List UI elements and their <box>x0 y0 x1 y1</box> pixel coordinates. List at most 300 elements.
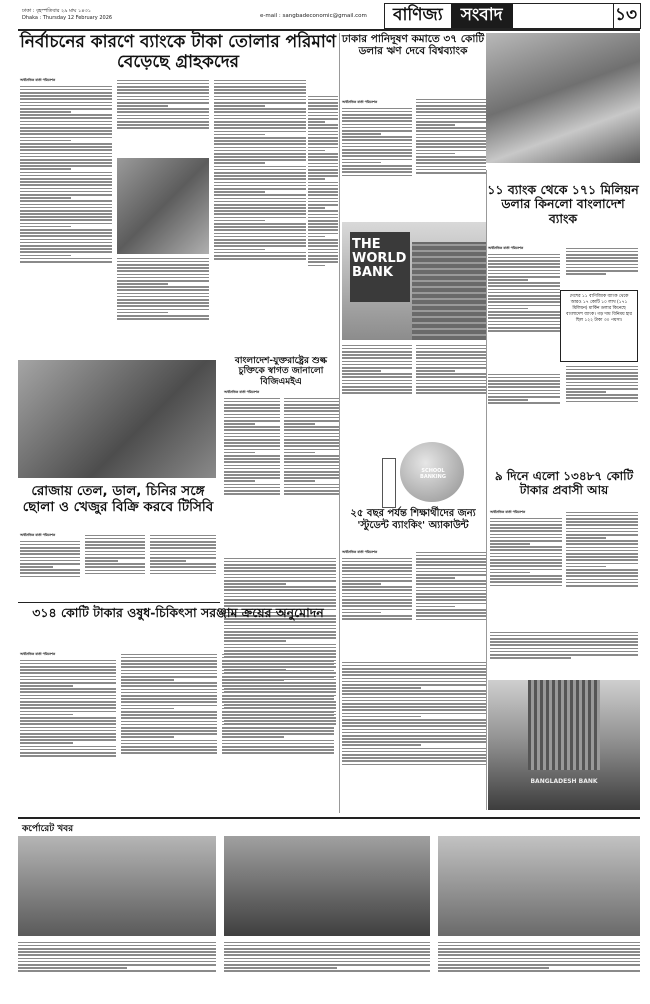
text-line <box>308 124 338 126</box>
text-line <box>416 564 486 566</box>
text-line <box>85 551 145 553</box>
text-line <box>20 749 116 751</box>
text-line <box>566 257 638 259</box>
body-remittance-1 <box>490 516 562 626</box>
text-line <box>224 461 280 463</box>
text-line <box>224 445 280 447</box>
text-line <box>488 327 560 329</box>
text-line <box>117 293 209 295</box>
text-line <box>308 188 338 190</box>
text-line <box>342 662 486 664</box>
text-line <box>20 143 112 145</box>
text-line <box>20 691 116 693</box>
text-line <box>308 153 338 155</box>
text-line <box>224 589 336 591</box>
text-line <box>566 556 638 558</box>
body-remittance-3 <box>490 630 638 676</box>
text-line <box>342 392 412 394</box>
text-line <box>214 245 306 247</box>
headline-remittance: ৯ দিনে এলো ১৩৪৮৭ কোটি টাকার প্রবাসী আয় <box>494 469 634 497</box>
text-line <box>566 270 638 272</box>
text-line <box>214 220 265 222</box>
text-line <box>20 149 112 151</box>
text-line <box>20 146 112 148</box>
text-line <box>284 461 340 463</box>
text-line <box>117 283 168 285</box>
text-line <box>117 124 209 126</box>
text-line <box>342 580 412 582</box>
text-line <box>416 351 486 353</box>
text-line <box>308 258 338 260</box>
dateline-en: Dhaka : Thursday 12 February 2026 <box>22 15 113 21</box>
text-line <box>20 557 80 559</box>
text-line <box>488 301 560 303</box>
text-line <box>20 682 116 684</box>
text-line <box>284 439 340 441</box>
text-line <box>224 414 280 416</box>
dateline: ঢাকা : বৃহস্পতিবার ২৯ মাঘ ১৪৩১ <box>22 8 91 14</box>
text-line <box>214 236 306 238</box>
text-line <box>308 252 338 254</box>
text-line <box>214 83 306 85</box>
text-line <box>308 105 338 107</box>
text-line <box>342 693 486 695</box>
text-line <box>342 738 486 740</box>
text-line <box>342 719 486 721</box>
text-line <box>308 242 338 244</box>
text-line <box>20 560 80 562</box>
text-line <box>308 159 338 161</box>
text-line <box>566 251 638 253</box>
text-line <box>416 146 486 148</box>
text-line <box>490 578 562 580</box>
text-line <box>85 557 145 559</box>
text-line <box>416 383 486 385</box>
text-line <box>416 380 486 382</box>
text-line <box>214 108 306 110</box>
text-line <box>18 954 216 956</box>
text-line <box>117 92 209 94</box>
text-line <box>214 131 306 133</box>
text-line <box>20 752 116 754</box>
text-line <box>214 207 306 209</box>
text-line <box>224 951 430 953</box>
text-line <box>20 168 71 170</box>
text-line <box>490 549 562 551</box>
text-line <box>566 585 638 587</box>
text-line <box>121 689 217 691</box>
text-line <box>342 376 412 378</box>
text-line <box>222 660 334 662</box>
text-line <box>342 757 486 759</box>
text-line <box>20 660 116 662</box>
text-line <box>284 493 340 495</box>
text-line <box>566 550 638 552</box>
text-line <box>214 242 306 244</box>
text-line <box>284 433 340 435</box>
body-dhaka-water-4 <box>416 343 486 423</box>
text-line <box>121 743 217 745</box>
text-line <box>342 570 412 572</box>
text-line <box>490 527 562 529</box>
body-medicine-2 <box>121 652 217 808</box>
text-line <box>214 99 306 101</box>
text-line <box>222 698 334 700</box>
text-line <box>20 714 73 716</box>
text-line <box>222 736 284 738</box>
text-line <box>342 665 486 667</box>
text-line <box>224 580 336 582</box>
text-line <box>121 673 217 675</box>
text-line <box>490 521 562 523</box>
text-line <box>488 254 560 256</box>
text-line <box>490 632 638 634</box>
photo-dollar-notes <box>486 33 640 163</box>
text-line <box>416 596 486 598</box>
text-line <box>488 314 560 316</box>
text-line <box>490 644 638 646</box>
text-line <box>566 569 638 571</box>
text-line <box>214 182 306 184</box>
text-line <box>416 583 486 585</box>
text-line <box>416 361 486 363</box>
text-line <box>117 309 209 311</box>
text-line <box>342 684 486 686</box>
text-line <box>20 717 116 719</box>
body-us-trade-1 <box>224 396 280 546</box>
text-line <box>488 393 560 395</box>
text-line <box>20 541 80 543</box>
text-line <box>488 305 560 307</box>
text-line <box>222 663 334 665</box>
text-line <box>150 544 216 546</box>
text-line <box>224 452 255 454</box>
text-line <box>488 377 560 379</box>
body-dhaka-water-2 <box>416 97 486 216</box>
text-line <box>222 746 334 748</box>
text-line <box>342 764 486 766</box>
text-line <box>224 970 430 972</box>
text-line <box>416 115 486 117</box>
text-line <box>566 388 638 390</box>
text-line <box>342 744 421 746</box>
text-line <box>416 124 455 126</box>
text-line <box>20 210 112 212</box>
text-line <box>214 226 306 228</box>
text-line <box>342 602 412 604</box>
text-line <box>20 679 116 681</box>
body-bank-withdrawal-5 <box>308 94 338 354</box>
text-line <box>342 732 486 734</box>
text-line <box>214 217 306 219</box>
col-rule-2 <box>486 170 487 810</box>
text-line <box>342 361 412 363</box>
text-line <box>342 357 412 359</box>
byline-dollar-buy: অর্থনৈতিক বার্তা পরিবেশক <box>488 246 523 250</box>
text-line <box>308 156 338 158</box>
text-line <box>342 593 412 595</box>
text-line <box>20 550 80 552</box>
text-line <box>308 134 338 136</box>
text-line <box>566 528 638 530</box>
text-line <box>20 242 112 244</box>
text-line <box>284 407 340 409</box>
text-line <box>20 239 112 241</box>
body-bank-withdrawal-2 <box>117 78 209 158</box>
text-line <box>416 130 486 132</box>
text-line <box>150 547 216 549</box>
text-line <box>20 695 116 697</box>
text-line <box>342 722 486 724</box>
text-line <box>214 159 306 161</box>
text-line <box>284 458 340 460</box>
text-line <box>214 229 306 231</box>
text-line <box>308 185 338 187</box>
text-line <box>308 147 338 149</box>
text-line <box>18 945 216 947</box>
text-line <box>490 534 562 536</box>
text-line <box>224 564 336 566</box>
text-line <box>121 692 217 694</box>
byline-us-trade: অর্থনৈতিক বার্তা পরিবেশক <box>224 390 259 394</box>
body-dhaka-water-1 <box>342 106 412 216</box>
text-line <box>117 127 209 129</box>
corporate-photo-2 <box>224 836 430 936</box>
body-student-banking-2 <box>416 550 486 656</box>
text-line <box>488 260 560 262</box>
text-line <box>20 130 112 132</box>
text-line <box>214 140 306 142</box>
byline-tcb: অর্থনৈতিক বার্তা পরিবেশক <box>20 533 55 537</box>
text-line <box>20 213 112 215</box>
text-line <box>20 251 112 253</box>
text-line <box>342 136 412 138</box>
text-line <box>121 670 217 672</box>
text-line <box>488 298 560 300</box>
text-line <box>20 672 116 674</box>
text-line <box>438 951 640 953</box>
text-line <box>416 370 455 372</box>
text-line <box>121 736 174 738</box>
text-line <box>488 383 560 385</box>
text-line <box>342 124 412 126</box>
text-line <box>20 235 112 237</box>
text-line <box>416 568 486 570</box>
text-line <box>18 961 216 963</box>
byline-bank-withdrawal: অর্থনৈতিক বার্তা পরিবেশক <box>20 78 55 82</box>
text-line <box>214 169 306 171</box>
text-line <box>284 490 340 492</box>
text-line <box>224 593 336 595</box>
text-line <box>308 204 338 206</box>
text-line <box>117 277 209 279</box>
text-line <box>224 942 430 944</box>
text-line <box>416 111 486 113</box>
text-line <box>308 249 338 251</box>
text-line <box>214 188 306 190</box>
text-line <box>342 690 486 692</box>
text-line <box>284 398 340 400</box>
text-line <box>566 566 606 568</box>
text-line <box>117 280 209 282</box>
text-line <box>284 484 340 486</box>
text-line <box>566 521 638 523</box>
text-line <box>488 273 560 275</box>
text-line <box>284 474 340 476</box>
text-line <box>20 704 116 706</box>
text-line <box>214 111 306 113</box>
text-line <box>490 569 562 571</box>
text-line <box>214 255 306 257</box>
body-dhaka-water-3 <box>342 343 412 423</box>
text-line <box>566 534 638 536</box>
text-line <box>18 967 127 969</box>
text-line <box>438 967 549 969</box>
text-line <box>121 698 217 700</box>
text-line <box>488 399 528 401</box>
text-line <box>214 194 306 196</box>
text-line <box>222 705 334 707</box>
text-line <box>342 596 412 598</box>
text-line <box>416 386 486 388</box>
text-line <box>490 518 562 520</box>
text-line <box>488 289 560 291</box>
text-line <box>342 678 486 680</box>
text-line <box>308 178 325 180</box>
text-line <box>416 118 486 120</box>
text-line <box>308 182 338 184</box>
text-line <box>214 162 265 164</box>
text-line <box>117 115 209 117</box>
text-line <box>342 754 486 756</box>
text-line <box>117 118 209 120</box>
text-line <box>566 531 638 533</box>
text-line <box>488 295 560 297</box>
text-line <box>416 612 486 614</box>
headline-dhaka-water: ঢাকার পানিদূষণ কমাতে ৩৭ কোটি ডলার ঋণ দেবে বিশ্বব্যাংক <box>341 33 485 58</box>
text-line <box>342 681 486 683</box>
text-line <box>416 137 486 139</box>
text-line <box>308 127 338 129</box>
text-line <box>342 687 421 689</box>
text-line <box>121 708 174 710</box>
text-line <box>490 524 562 526</box>
text-line <box>488 276 560 278</box>
text-line <box>214 172 306 174</box>
headline-dollar-buy: ১১ ব্যাংক থেকে ১৭১ মিলিয়ন ডলার কিনলো বাংলাদেশ ব্যাংক <box>487 182 639 226</box>
text-line <box>117 99 209 101</box>
text-line <box>222 717 334 719</box>
text-line <box>20 124 112 126</box>
text-line <box>490 559 562 561</box>
text-line <box>214 166 306 168</box>
text-line <box>284 401 340 403</box>
text-line <box>224 964 430 966</box>
text-line <box>416 108 486 110</box>
text-line <box>308 245 338 247</box>
text-line <box>438 945 640 947</box>
school-banking-label: SCHOOL BANKING <box>420 468 446 480</box>
text-line <box>18 958 216 960</box>
text-line <box>490 638 638 640</box>
text-line <box>222 695 334 697</box>
text-line <box>20 140 71 142</box>
text-line <box>566 524 638 526</box>
text-line <box>214 239 306 241</box>
body-remittance-2 <box>566 510 638 626</box>
text-line <box>117 264 209 266</box>
text-line <box>150 554 216 556</box>
text-line <box>488 396 560 398</box>
text-line <box>308 169 338 171</box>
text-line <box>121 695 217 697</box>
text-line <box>416 105 486 107</box>
text-line <box>416 348 486 350</box>
text-line <box>566 572 638 574</box>
text-line <box>566 375 638 377</box>
text-line <box>224 558 336 560</box>
text-line <box>150 563 216 565</box>
text-line <box>416 99 486 101</box>
text-line <box>20 121 112 123</box>
text-line <box>222 670 334 672</box>
text-line <box>222 682 334 684</box>
body-student-banking-1 <box>342 556 412 656</box>
text-line <box>214 249 265 251</box>
text-line <box>490 648 638 650</box>
body-medicine-1 <box>20 658 116 808</box>
text-line <box>224 602 336 604</box>
text-line <box>490 565 562 567</box>
text-line <box>224 961 430 963</box>
text-line <box>342 668 486 670</box>
text-line <box>150 535 216 537</box>
text-line <box>416 166 486 168</box>
text-line <box>222 666 334 668</box>
text-line <box>224 420 280 422</box>
text-line <box>20 184 112 186</box>
corporate-section-title: কর্পোরেট খবর <box>22 824 74 834</box>
corporate-caption-3 <box>438 940 640 992</box>
text-line <box>20 258 112 260</box>
masthead-right: সংবাদ <box>451 4 513 28</box>
text-line <box>117 299 209 301</box>
text-line <box>284 429 340 431</box>
text-line <box>121 721 217 723</box>
text-line <box>121 676 217 678</box>
text-line <box>566 575 638 577</box>
text-line <box>342 697 486 699</box>
text-line <box>488 270 560 272</box>
text-line <box>224 423 255 425</box>
text-line <box>284 465 340 467</box>
text-line <box>284 449 340 451</box>
text-line <box>150 557 216 559</box>
text-line <box>342 389 412 391</box>
pullquote-dollar-buy <box>560 290 638 362</box>
text-line <box>222 673 334 675</box>
text-line <box>566 254 638 256</box>
text-line <box>308 121 325 123</box>
text-line <box>20 248 112 250</box>
photo-taka-notes <box>117 158 209 254</box>
text-line <box>342 706 486 708</box>
text-line <box>85 544 145 546</box>
text-line <box>416 373 486 375</box>
text-line <box>490 556 562 558</box>
text-line <box>284 414 340 416</box>
text-line <box>416 140 486 142</box>
